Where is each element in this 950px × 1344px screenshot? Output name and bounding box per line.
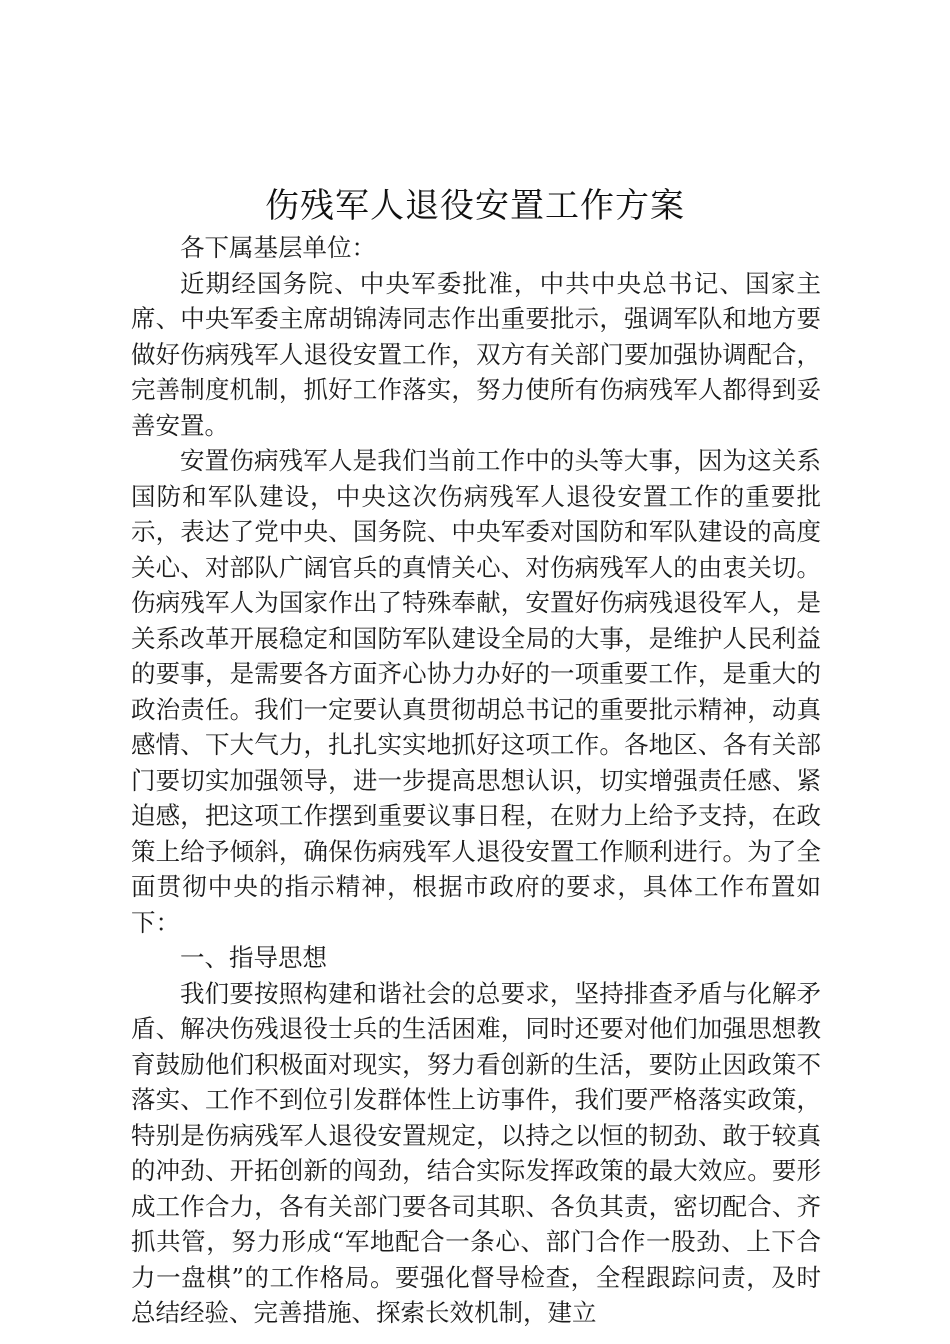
- document-title: 伤残军人退役安置工作方案: [265, 186, 685, 226]
- paragraph-3: 我们要按照构建和谐社会的总要求，坚持排查矛盾与化解矛盾、解决伤残退役士兵的生活困难，同时还要对他们加强思想教育鼓励他们积极面对现实，努力看创新的生活，要防止因政策不落实、工作不到位引发群体性上访事件，我们要严格落实政策，特别是伤病残军人退役安置规定，以持之以恒的韧劲、敢于较真的冲劲、开拓创新的闯劲，结合实际发挥政策的最大效应。要形成工作合力，各有关部门要各司其职、各负其责，密切配合、齐抓共管，努力形成“军地配合一条心、部门合作一股劲、上下合力一盘棋”的工作格局。要强化督导检查，全程跟踪问责，及时总结经验、完善措施、探索长效机制，建立: [131, 978, 821, 1327]
- salutation: 各下属基层单位：: [180, 233, 376, 262]
- document-body: [131, 230, 821, 1331]
- paragraph-1: 近期经国务院、中央军委批准，中共中央总书记、国家主席、中央军委主席胡锦涛同志作出重要批示，强调军队和地方要做好伤病残军人退役安置工作，双方有关部门要加强协调配合，完善制度机制，抓好工作落实，努力使所有伤病残军人都得到妥善安置。: [131, 268, 821, 440]
- section-heading-guiding-ideology: 一、指导思想: [180, 943, 327, 972]
- paragraph-2: 安置伤病残军人是我们当前工作中的头等大事，因为这关系国防和军队建设，中央这次伤病残军人退役安置工作的重要批示，表达了党中央、国务院、中央军委对国防和军队建设的高度关心、对部队广阔官兵的真情关心、对伤病残军人的由衷关切。伤病残军人为国家作出了特殊奉献，安置好伤病残退役军人，是关系改革开展稳定和国防军队建设全局的大事，是维护人民利益的要事，是需要各方面齐心协力办好的一项重要工作，是重大的政治责任。我们一定要认真贯彻胡总书记的重要批示精神，动真感情、下大气力，扎扎实实地抓好这项工作。各地区、各有关部门要切实加强领导，进一步提高思想认识，切实增强责任感、紧迫感，把这项工作摆到重要议事日程，在财力上给予支持，在政策上给予倾斜，确保伤病残军人退役安置工作顺利进行。为了全面贯彻中央的指示精神，根据市政府的要求，具体工作布置如下：: [131, 446, 821, 937]
